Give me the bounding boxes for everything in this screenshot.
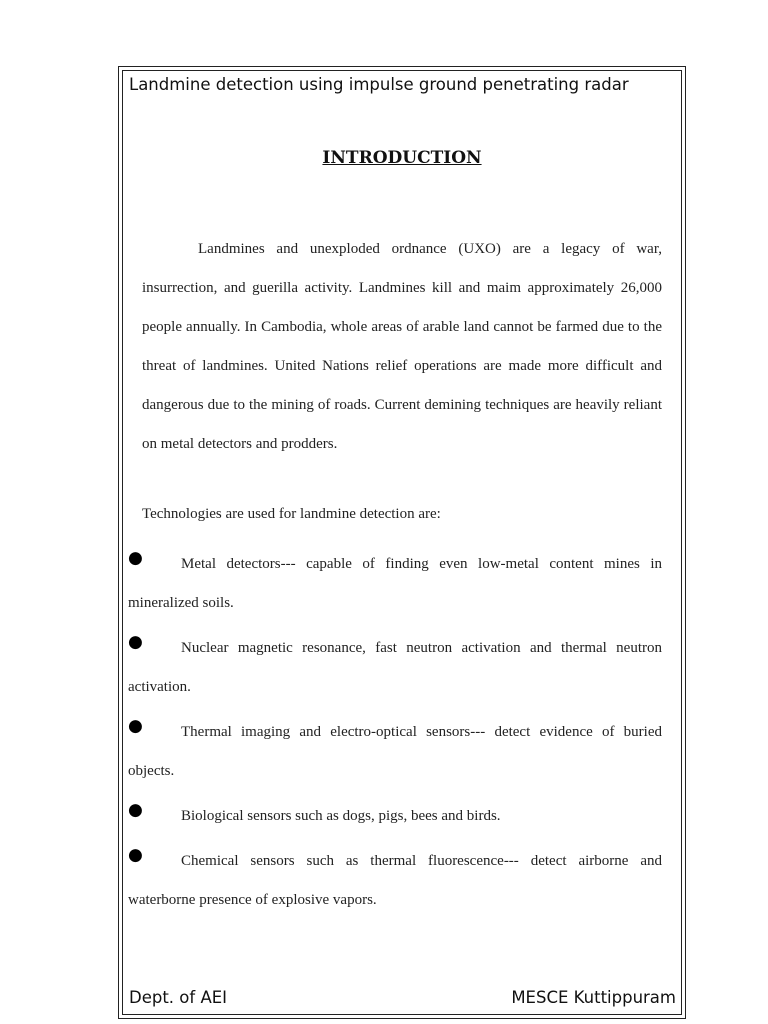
technologies-lead: Technologies are used for landmine detection are: — [142, 506, 441, 522]
list-item-text: Biological sensors such as dogs, pigs, bees and birds. — [181, 808, 501, 824]
list-item-text: Thermal imaging and electro-optical sensors--- detect evidence of buried objects. — [128, 724, 662, 779]
footer-institution: MESCE Kuttippuram — [511, 988, 676, 1007]
list-item-text: Metal detectors--- capable of finding even low-metal content mines in mineralized soils. — [128, 556, 662, 611]
bullet-icon: ● — [128, 548, 143, 568]
intro-paragraph-text: Landmines and unexploded ordnance (UXO) are a legacy of war, insurrection, and guerilla activity. Landmines kill and maim approximately 26,000 people annually. In Cambodia, whole areas of arable land cannot be farmed due to the threat of landmines. United Nations relief operations are made more difficult and dangerous due to the mining of roads. Current demining techniques are heavily reliant on metal detectors and prodders. — [142, 241, 662, 452]
list-item — [128, 629, 662, 707]
document-header-title: Landmine detection using impulse ground penetrating radar — [129, 75, 629, 94]
bullet-icon: ● — [128, 632, 143, 652]
list-item — [128, 713, 662, 791]
bullet-icon: ● — [128, 845, 143, 865]
list-item — [128, 842, 662, 920]
technologies-list — [128, 545, 662, 926]
bullet-icon: ● — [128, 716, 143, 736]
list-item-text: Chemical sensors such as thermal fluorescence--- detect airborne and waterborne presence of explosive vapors. — [128, 853, 662, 908]
bullet-icon: ● — [128, 800, 143, 820]
section-heading: INTRODUCTION — [322, 148, 482, 168]
list-item-text: Nuclear magnetic resonance, fast neutron activation and thermal neutron activation. — [128, 640, 662, 695]
list-item — [128, 545, 662, 623]
list-item — [128, 797, 662, 836]
footer-department: Dept. of AEI — [129, 988, 228, 1007]
intro-paragraph — [142, 230, 662, 464]
